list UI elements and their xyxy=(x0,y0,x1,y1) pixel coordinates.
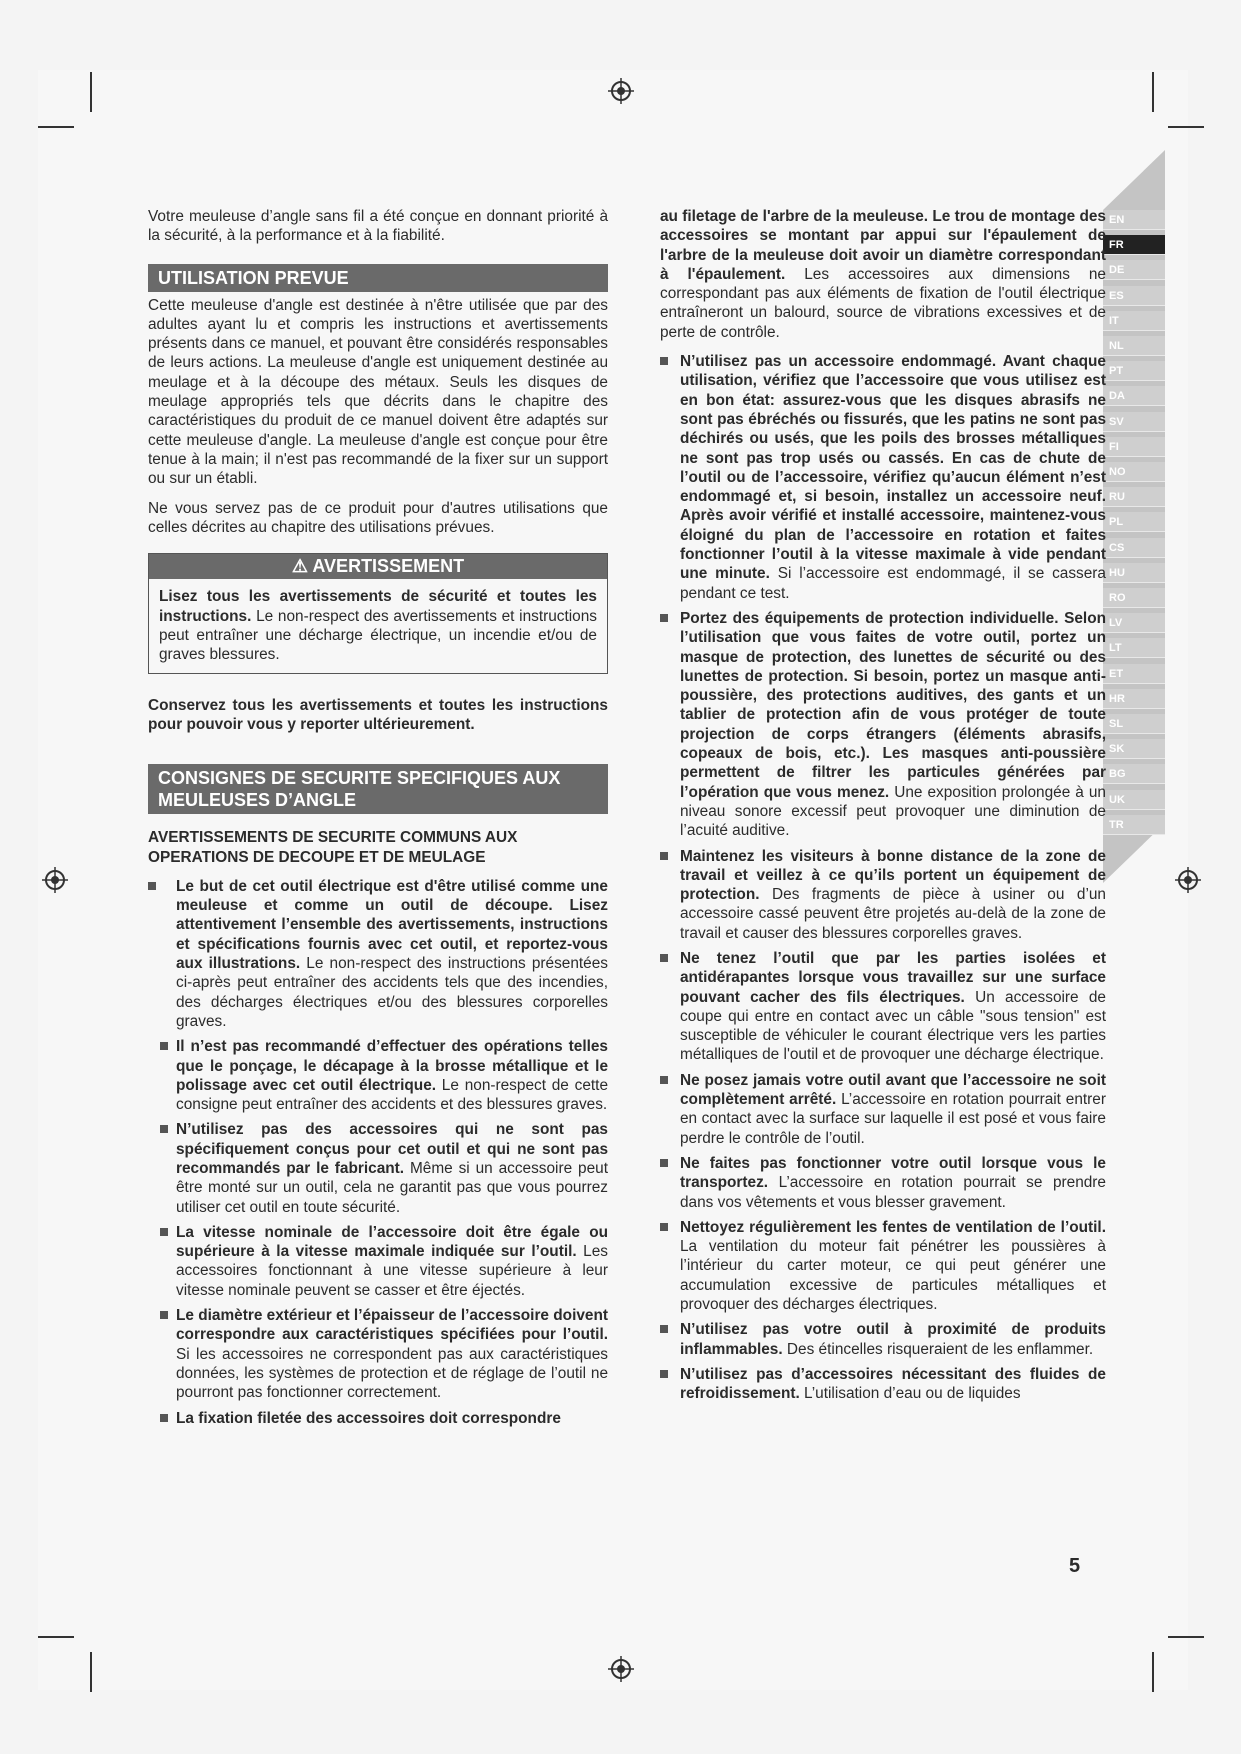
language-tab-tr: TR xyxy=(1103,815,1165,835)
continued-bold-text: au filetage de l'arbre de la meuleuse. Le trou de montage des accessoires se montant par appui sur l'épaulement de l'arbre de la meuleuse doit avoir un diamètre correspondant à l'épaulement. xyxy=(660,208,1106,283)
square-bullet-icon xyxy=(160,1228,168,1236)
language-tab-fr: FR xyxy=(1103,235,1165,255)
section-heading-intended-use: UTILISATION PREVUE xyxy=(148,264,608,292)
square-bullet-icon xyxy=(660,1223,668,1231)
list-item-text: L’utilisation d’eau ou de liquides xyxy=(799,1385,1021,1403)
list-item-bold-text: N’utilisez pas votre outil à proximité de produits inflammables. xyxy=(680,1321,1106,1358)
intro-paragraph: Votre meuleuse d’angle sans fil a été conçue en donnant priorité à la sécurité, à la performance et à la fiabilité. xyxy=(148,208,608,245)
language-tab-nl: NL xyxy=(1103,336,1165,356)
list-item xyxy=(660,352,1106,603)
list-item-bold-text: La vitesse nominale de l’accessoire doit être égale ou supérieure à la vitesse maximale indiquée sur l’outil. xyxy=(176,1223,608,1261)
intended-use-paragraph-2: Ne vous servez pas de ce produit pour d'autres utilisations que celles décrites au chapitre des utilisations prévues. xyxy=(148,499,608,536)
list-item-text: Une exposition prolongée à un niveau sonore excessif peut provoquer une diminution de l’acuité auditive. xyxy=(680,783,1106,840)
list-item-text: Si l’accessoire est endommagé, il se cassera pendant ce test. xyxy=(680,565,1106,602)
list-item xyxy=(660,1320,1106,1359)
warning-bold-text: Lisez tous les avertissements de sécurité et toutes les instructions. xyxy=(159,588,597,625)
list-item xyxy=(164,1409,608,1428)
list-item-bold-text: Ne posez jamais votre outil avant que l’accessoire ne soit complètement arrêté. xyxy=(680,1071,1106,1109)
list-item-text: L’accessoire en rotation pourrait entrer en contact avec la surface sur laquelle il est posé et vous faire perdre le contrôle de l’outil. xyxy=(680,1091,1106,1147)
list-item-bold-text: Le but de cet outil électrique est d'être utilisé comme une meuleuse et comme un outil de découpe. Lisez attentivement l’ensemble des avertissements, instructions et spécifications fournis avec cet outil, et reportez-vous aux illustrations. xyxy=(176,877,608,973)
list-item-text: Même si un accessoire peut être monté sur un outil, cela ne garantit pas que vous pourrez utiliser cet outil en toute sécurité. xyxy=(176,1159,608,1216)
language-tab-et: ET xyxy=(1103,664,1165,684)
square-bullet-icon xyxy=(660,1076,668,1084)
language-tab-hr: HR xyxy=(1103,689,1165,709)
list-item-text: Le non-respect des instructions présentées ci-après peut entraîner des accidents tels que des incendies, des décharges électriques et/ou des blessures corporelles graves. xyxy=(176,955,608,1030)
list-item-bold-text: Maintenez les visiteurs à bonne distance de la zone de travail et veillez à ce qu’ils portent un équipement de protection. xyxy=(680,847,1106,904)
warning-header xyxy=(149,554,607,579)
list-item xyxy=(660,949,1106,1065)
continued-normal-text: Les accessoires aux dimensions ne correspondant pas aux éléments de fixation de l'outil électrique entraîneront un balourd, source de vibrations excessives et de perte de contrôle. xyxy=(660,265,1106,341)
square-bullet-icon xyxy=(160,1042,168,1050)
crop-mark xyxy=(90,72,92,112)
language-tab-it: IT xyxy=(1103,311,1165,331)
warning-normal-text: Le non-respect des avertissements et instructions peut entraîner une décharge électrique, un incendie et/ou de graves blessures. xyxy=(159,607,597,664)
registration-mark-icon xyxy=(608,1656,634,1682)
list-item-text: Des étincelles risqueraient de les enflammer. xyxy=(782,1340,1094,1358)
page-number: 5 xyxy=(1069,1555,1081,1577)
list-item-bold-text: Il n’est pas recommandé d’effectuer des opérations telles que le ponçage, le décapage à la brosse métallique et le polissage avec cet outil électrique. xyxy=(176,1038,608,1094)
crop-mark xyxy=(38,1636,74,1638)
list-item-bold-text: Ne tenez l’outil que par les parties isolées et antidérapantes lorsque vous travaillez sur une surface pouvant cacher des fils électriques. xyxy=(680,949,1106,1006)
keep-instructions-text: Conservez tous les avertissements et toutes les instructions pour pouvoir vous y reporter ultérieurement. xyxy=(148,696,608,733)
list-item-text: Des fragments de pièce à usiner ou d’un accessoire cassé peuvent être projetés au-delà de la zone de travail et causer des blessures corporelles graves. xyxy=(680,886,1106,942)
language-tab-en: EN xyxy=(1103,210,1165,230)
list-item-bold-text: Portez des équipements de protection individuelle. Selon l’utilisation que vous faites de votre outil, portez un masque de protection, des lunettes de sécurité ou des lunettes de protection. Si besoin, portez un masque anti-poussière, des protections auditives, des gants et un tablier de protection afin de vous protéger de toute projection de corps étrangers (éléments abrasifs, copeaux de bois, etc.). Les masques anti-poussière permettent de filtrer les particules générées par l’opération que vous menez. xyxy=(680,609,1106,801)
language-tab-bg: BG xyxy=(1103,764,1165,784)
list-item xyxy=(660,1071,1106,1148)
list-item-text: L’accessoire en rotation pourrait se prendre dans vos vêtements et vous blesser gravement. xyxy=(680,1174,1106,1211)
registration-mark-icon xyxy=(42,867,68,893)
left-items-list xyxy=(148,877,608,1428)
list-item-bold-text: N’utilisez pas un accessoire endommagé. Avant chaque utilisation, vérifiez que l’accessoire que vous utilisez est en bon état: assurez-vous que les disques abrasifs ne sont pas ébréchés ou fissurés, que les patins ne sont pas déchirés ou usés, que les poils des brosses métalliques ne sont pas trop usés ou cassés. En cas de chute de l’outil ou de l’accessoire, vérifiez qu’aucun élément n’est endommagé et, si besoin, installez un accessoire neuf. Après avoir vérifié et installé accessoire, maintenez-vous éloigné du plan de l’accessoire en rotation et faites fonctionner l’outil à la vitesse maximale à vide pendant une minute. xyxy=(680,353,1106,583)
continued-item-text xyxy=(660,207,1106,342)
list-item xyxy=(660,847,1106,943)
list-item xyxy=(164,1223,608,1300)
language-tab-es: ES xyxy=(1103,286,1165,306)
square-bullet-icon xyxy=(660,852,668,860)
language-tab-lt: LT xyxy=(1103,638,1165,658)
list-item-bold-text: Ne faites pas fonctionner votre outil lorsque vous le transportez. xyxy=(680,1154,1106,1192)
crop-mark xyxy=(1152,1652,1154,1692)
square-bullet-icon xyxy=(160,1414,168,1422)
list-item-bold-text: Nettoyez régulièrement les fentes de ventilation de l’outil. xyxy=(680,1218,1106,1236)
language-tab-hu: HU xyxy=(1103,563,1165,583)
list-item xyxy=(164,1037,608,1114)
left-column xyxy=(148,207,608,1434)
crop-mark xyxy=(1152,72,1154,112)
square-bullet-icon xyxy=(660,1370,668,1378)
list-item xyxy=(660,1218,1106,1314)
language-tab-sk: SK xyxy=(1103,739,1165,759)
square-bullet-icon xyxy=(660,1325,668,1333)
crop-mark xyxy=(38,126,74,128)
list-item-text: Un accessoire de coupe qui entre en contact avec un câble "sous tension" est susceptible de véhiculer le courant électrique vers les parties métalliques de l'outil et de provoquer une décharge électrique. xyxy=(680,988,1106,1064)
list-item-bold-text: N’utilisez pas des accessoires qui ne sont pas spécifiquement conçus pour cet outil et qui ne sont pas recommandés par le fabricant. xyxy=(176,1121,608,1177)
crop-mark xyxy=(1168,126,1204,128)
registration-mark-icon xyxy=(1175,867,1201,893)
warning-triangle-icon: ⚠ xyxy=(291,556,309,577)
square-bullet-icon xyxy=(160,1311,168,1319)
language-tab-lv: LV xyxy=(1103,613,1165,633)
list-item xyxy=(164,1306,608,1402)
list-item xyxy=(148,877,608,1031)
square-bullet-icon xyxy=(160,1125,168,1133)
language-tab-da: DA xyxy=(1103,386,1165,406)
list-item-bold-text: La fixation filetée des accessoires doit correspondre xyxy=(176,1409,561,1427)
list-item-text: Si les accessoires ne correspondent pas aux caractéristiques données, les systèmes de protection et de réglage de l’outil ne pourront pas fonctionner correctement. xyxy=(176,1345,608,1402)
language-tab-pl: PL xyxy=(1103,512,1165,532)
language-tab-fi: FI xyxy=(1103,437,1165,457)
square-bullet-icon xyxy=(148,882,156,890)
language-tab-uk: UK xyxy=(1103,790,1165,810)
list-item-text: Le non-respect de cette consigne peut entraîner des accidents et des blessures graves. xyxy=(176,1076,608,1114)
crop-mark xyxy=(1168,1636,1204,1638)
right-items-list xyxy=(660,352,1106,1403)
list-item xyxy=(660,609,1106,841)
list-item-bold-text: Le diamètre extérieur et l’épaisseur de l’accessoire doivent correspondre aux caractéristiques spécifiées pour l’outil. xyxy=(176,1307,608,1344)
crop-mark xyxy=(90,1652,92,1692)
registration-mark-icon xyxy=(608,78,634,104)
language-tab-no: NO xyxy=(1103,462,1165,482)
list-item xyxy=(164,1120,608,1216)
square-bullet-icon xyxy=(660,1159,668,1167)
square-bullet-icon xyxy=(660,614,668,622)
language-tab-ro: RO xyxy=(1103,588,1165,608)
list-item xyxy=(660,1365,1106,1404)
language-tab-sl: SL xyxy=(1103,714,1165,734)
list-item-text: Les accessoires fonctionnant à une vitesse supérieure à leur vitesse nominale peuvent se casser et être éjectés. xyxy=(176,1243,608,1299)
language-tab-sv: SV xyxy=(1103,412,1165,432)
warning-box xyxy=(148,553,608,673)
warning-text xyxy=(159,587,597,664)
square-bullet-icon xyxy=(660,357,668,365)
intended-use-paragraph: Cette meuleuse d'angle est destinée à n'être utilisée que par des adultes ayant lu et compris les instructions et avertissements présents dans ce manuel, et pouvant être considérés responsables de leurs actions. La meuleuse d'angle est uniquement destinée au meulage et à la découpe des métaux. Seuls les disques de meulage appropriés tels que décrits dans le chapitre des caractéristiques du produit de ce manuel doivent être adaptés sur cette meuleuse d'angle. La meuleuse d'angle est conçue pour être tenue à la main; il n'est pas recommandé de la fixer sur un support ou sur un établi. xyxy=(148,296,608,488)
language-tab-pt: PT xyxy=(1103,361,1165,381)
section-heading-safety: CONSIGNES DE SECURITE SPECIFIQUES AUX MEULEUSES D’ANGLE xyxy=(148,764,608,814)
right-column xyxy=(660,207,1106,1410)
list-item-bold-text: N’utilisez pas d’accessoires nécessitant des fluides de refroidissement. xyxy=(680,1365,1106,1403)
list-item xyxy=(660,1154,1106,1212)
square-bullet-icon xyxy=(660,954,668,962)
language-tab-de: DE xyxy=(1103,260,1165,280)
language-tab-cs: CS xyxy=(1103,538,1165,558)
language-tab-ru: RU xyxy=(1103,487,1165,507)
warning-title: AVERTISSEMENT xyxy=(312,556,465,577)
safety-subheading: AVERTISSEMENTS DE SECURITE COMMUNS AUX OPERATIONS DE DECOUPE ET DE MEULAGE xyxy=(148,829,518,866)
list-item-text: La ventilation du moteur fait pénétrer les poussières à l’intérieur du carter moteur, ce qui peut générer une accumulation excessive de particules métalliques et provoquer des décharges électriques. xyxy=(680,1238,1106,1314)
